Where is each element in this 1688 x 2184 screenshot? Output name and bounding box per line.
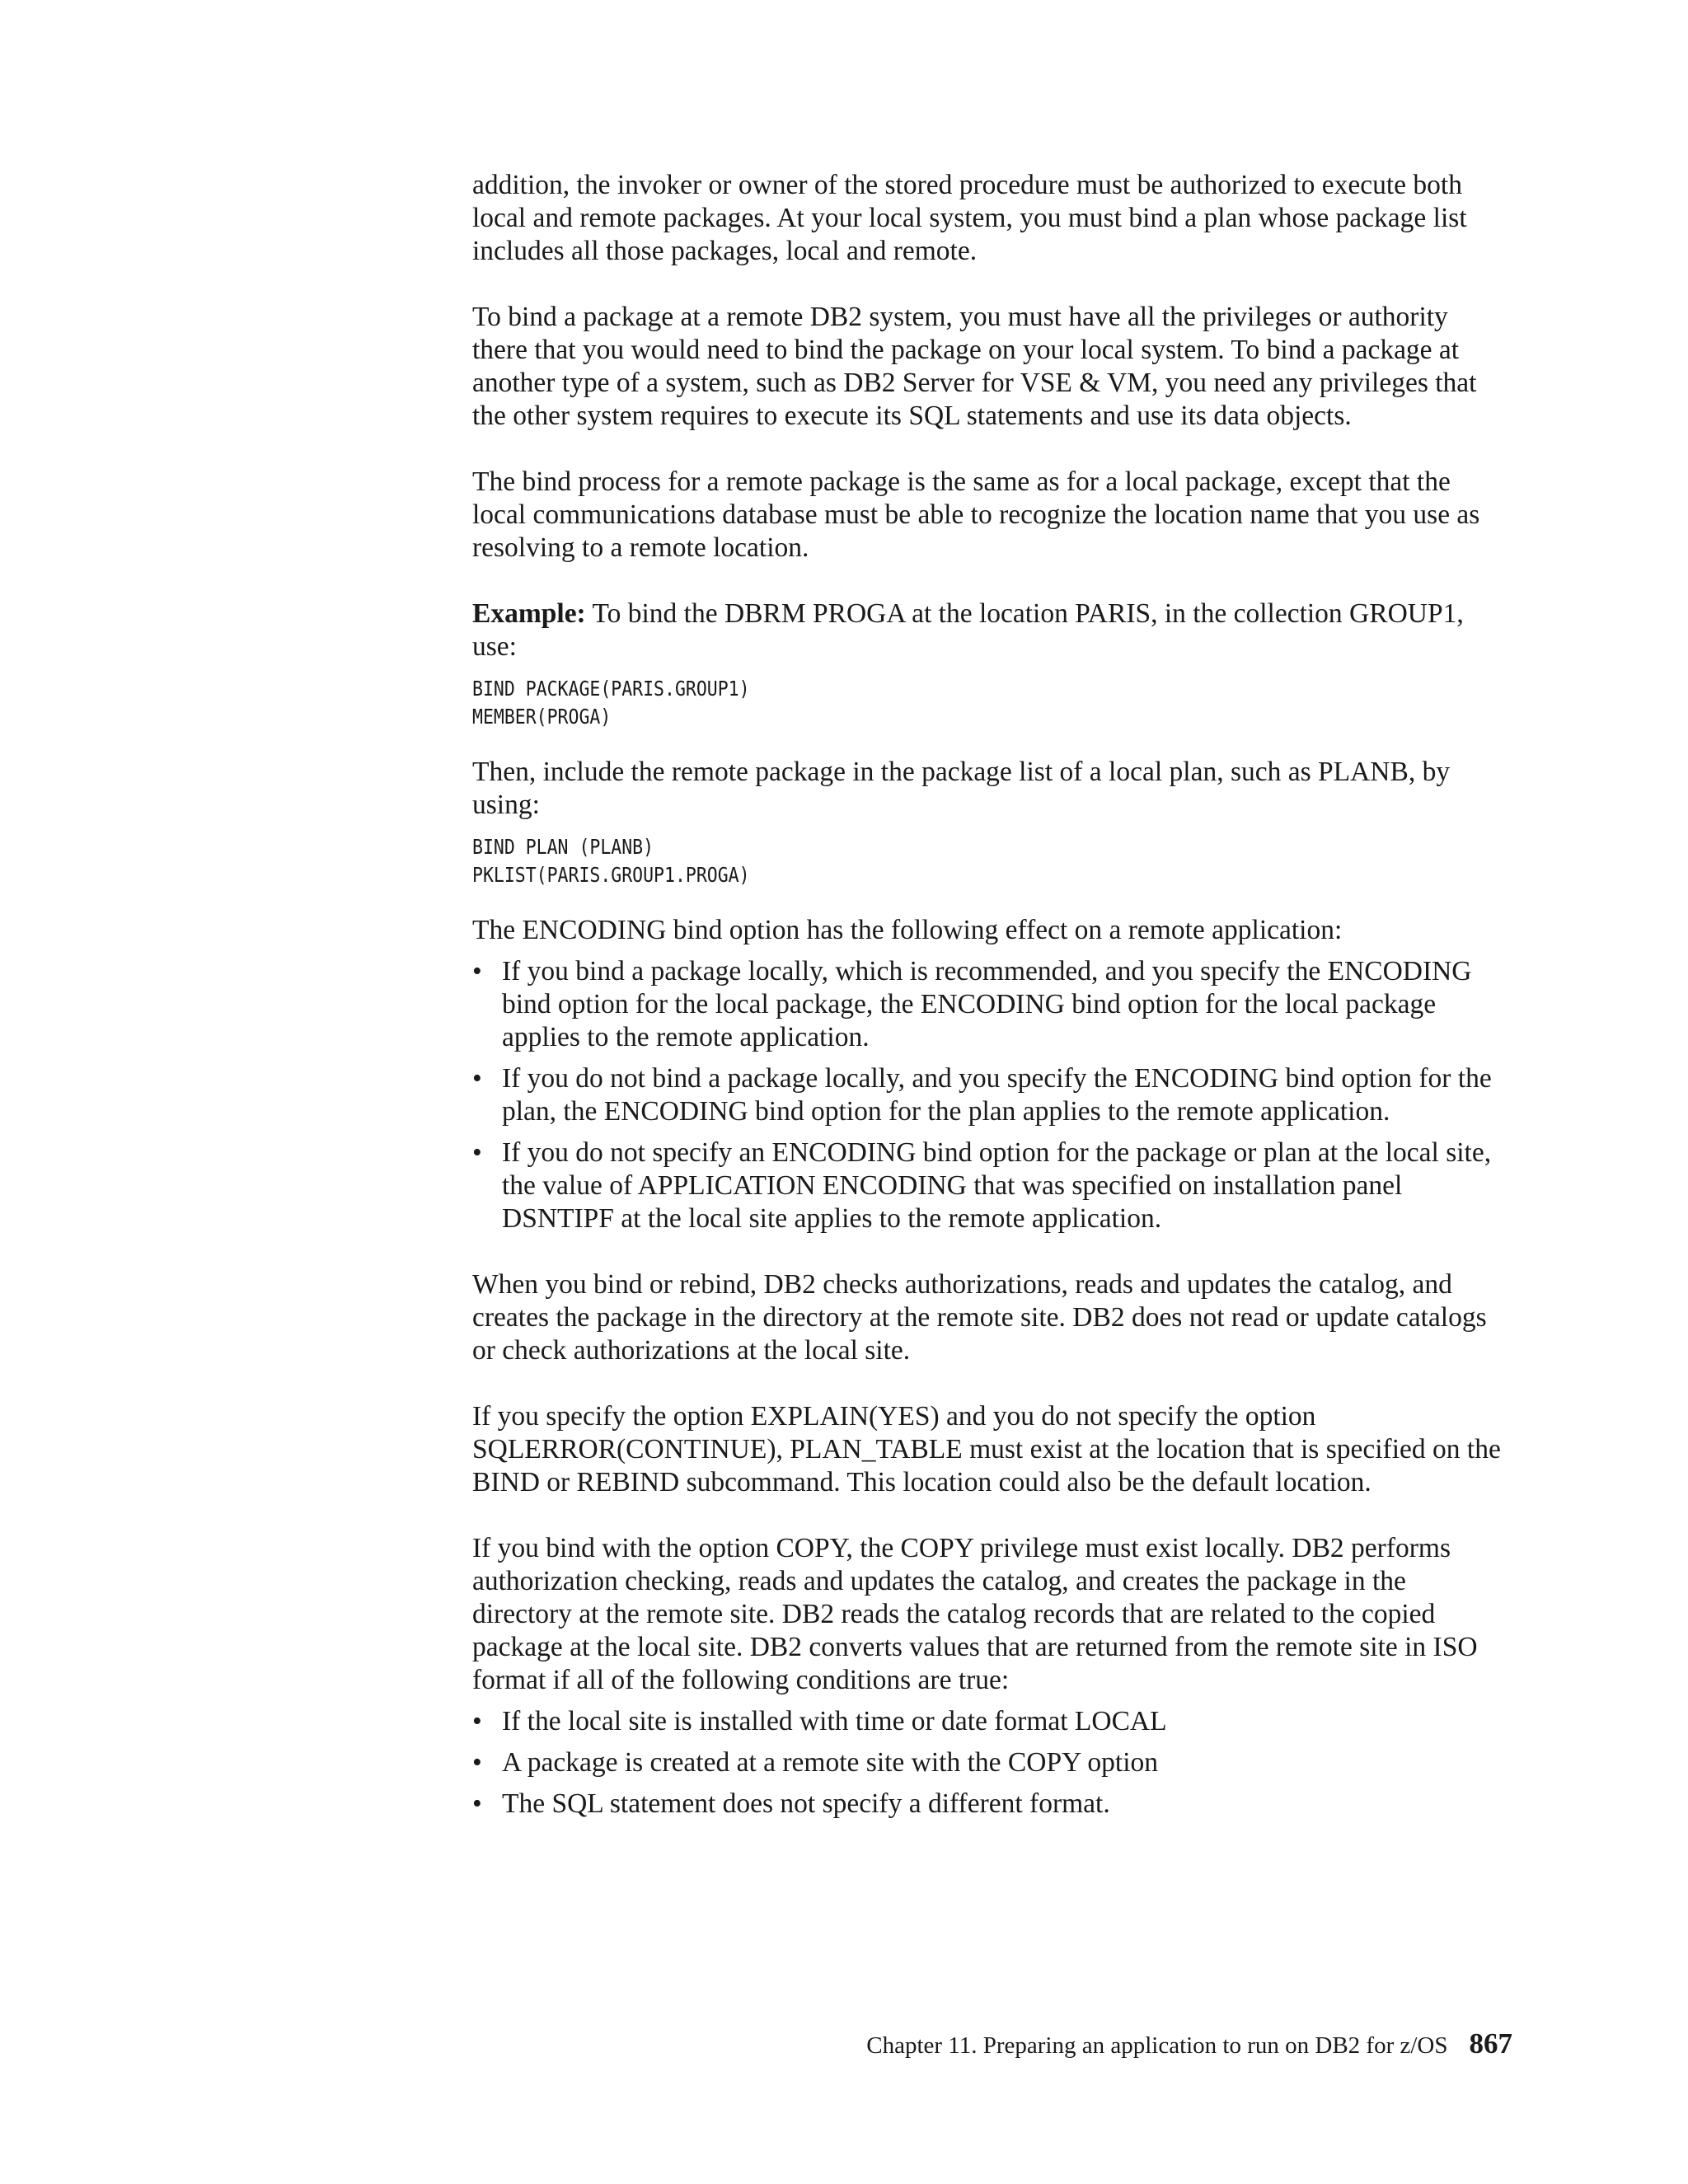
bullet-icon: •	[472, 956, 482, 987]
bullet-icon: •	[472, 1063, 482, 1094]
example-label: Example:	[472, 598, 586, 629]
code-block-bind-plan	[472, 833, 1503, 889]
paragraph-example	[472, 598, 1503, 663]
paragraph-bind-rebind: When you bind or rebind, DB2 checks authorizations, reads and updates the catalog, and creates the package in the directory at the remote site. DB2 does not read or update catalogs or check authorizations at the local site.	[472, 1269, 1487, 1366]
code-block-bind-package	[472, 675, 1503, 731]
paragraph-explain: If you specify the option EXPLAIN(YES) and you do not specify the option SQLERROR(CONTINUE), PLAN_TABLE must exist at the location that is specified on the BIND or REBIND subcommand. This location could also be the default location.	[472, 1401, 1501, 1497]
page-body	[472, 169, 1503, 1821]
list-item: • The SQL statement does not specify a different format.	[472, 1788, 1110, 1819]
bullet-icon: •	[472, 1788, 482, 1819]
code-line: PKLIST(PARIS.GROUP1.PROGA)	[472, 863, 750, 887]
bullet-icon: •	[472, 1137, 482, 1168]
encoding-bullet-list	[472, 955, 1503, 1235]
code-line: MEMBER(PROGA)	[472, 705, 612, 729]
list-item: • If you bind a package locally, which is recommended, and you specify the ENCODING bind option for the local package, the ENCODING bind option for the local package applies to the remote application.	[472, 956, 1472, 1052]
list-item: • If the local site is installed with time or date format LOCAL	[472, 1706, 1167, 1736]
paragraph-include-remote: Then, include the remote package in the package list of a local plan, such as PLANB, by using:	[472, 757, 1451, 820]
chapter-title: Chapter 11. Preparing an application to run on DB2 for z/OS	[866, 2032, 1448, 2059]
page-number: 867	[1469, 2027, 1512, 2060]
code-line: BIND PACKAGE(PARIS.GROUP1)	[472, 677, 750, 701]
example-text: To bind the DBRM PROGA at the location PARIS, in the collection GROUP1, use:	[472, 598, 1464, 662]
paragraph-stored-procedure: addition, the invoker or owner of the stored procedure must be authorized to execute both local and remote packages. At your local system, you must bind a plan whose package list includes all those packages, local and remote.	[472, 170, 1467, 266]
list-item: • If you do not bind a package locally, and you specify the ENCODING bind option for the plan, the ENCODING bind option for the plan applies to the remote application.	[472, 1063, 1492, 1127]
copy-bullet-list	[472, 1705, 1503, 1821]
list-item: • If you do not specify an ENCODING bind option for the package or plan at the local site, the value of APPLICATION ENCODING that was specified on installation panel DSNTIPF at the local site applies to the remote application.	[472, 1137, 1492, 1234]
paragraph-bind-process: The bind process for a remote package is the same as for a local package, except that the local communications database must be able to recognize the location name that you use as resolving to a remote location.	[472, 466, 1480, 563]
bullet-icon: •	[472, 1747, 482, 1778]
bullet-icon: •	[472, 1706, 482, 1736]
paragraph-copy-option: If you bind with the option COPY, the COPY privilege must exist locally. DB2 performs authorization checking, reads and updates the catalog, and creates the package in the directory at the remote site. DB2 reads the catalog records that are related to the copied package at the local site. DB2 converts values that are returned from the remote site in ISO format if all of the following conditions are true:	[472, 1533, 1478, 1695]
list-item: • A package is created at a remote site with the COPY option	[472, 1747, 1159, 1778]
paragraph-remote-privileges: To bind a package at a remote DB2 system, you must have all the privileges or authority there that you would need to bind the package on your local system. To bind a package at another type of a system, such as DB2 Server for VSE & VM, you need any privileges that the other system requires to execute its SQL statements and use its data objects.	[472, 302, 1477, 431]
page-footer	[824, 2029, 1512, 2060]
paragraph-encoding-intro: The ENCODING bind option has the following effect on a remote application:	[472, 915, 1343, 945]
code-line: BIND PLAN (PLANB)	[472, 835, 654, 859]
